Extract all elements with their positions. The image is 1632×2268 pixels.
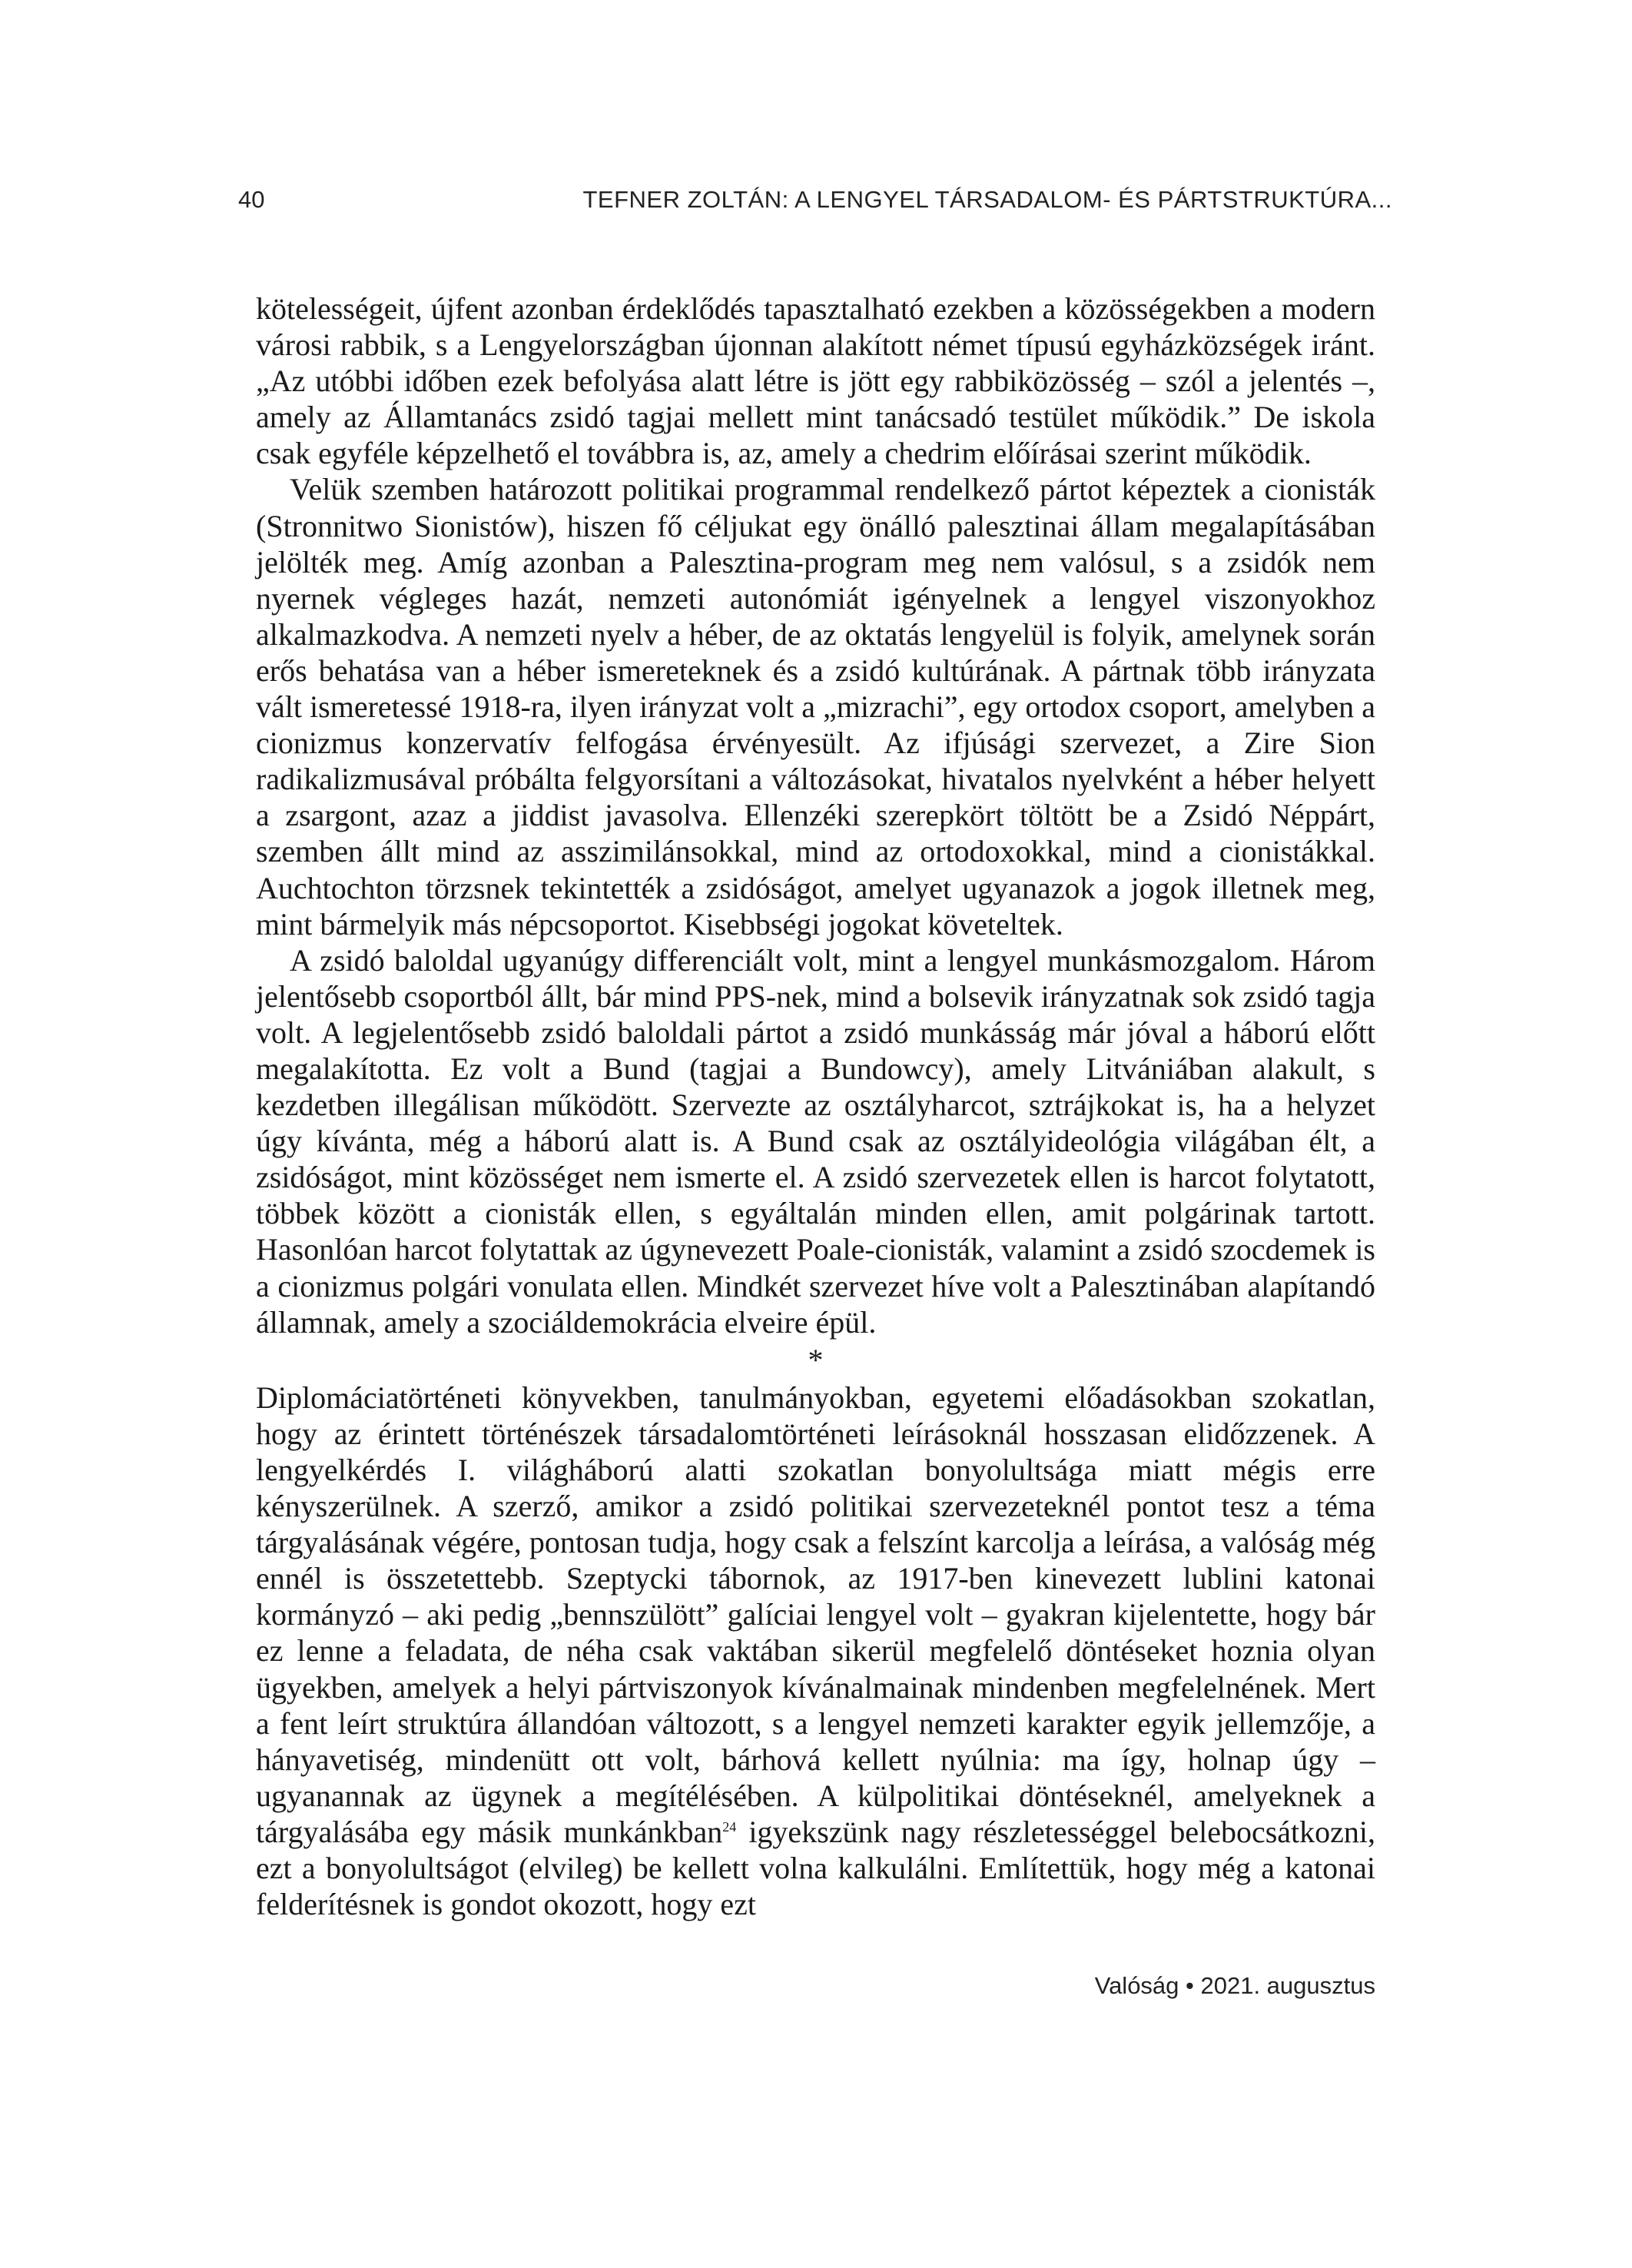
paragraph-4 [256, 1380, 1375, 1922]
footnote-marker[interactable]: 24 [722, 1818, 737, 1835]
paragraph-3: A zsidó baloldal ugyanúgy differenciált volt, mint a lengyel munkásmozgalom. Három jelentősebb csoportból állt, bár mind PPS-nek, mind a bolsevik irányzatnak sok zsidó tagja volt. A legjelentősebb zsidó baloldali pártot a zsidó munkásság már jóval a háború előtt megalakította. Ez volt a Bund (tagjai a Bundowcy), amely Litvániában alakult, s kezdetben illegálisan működött. Szervezte az osztályharcot, sztrájkokat is, ha a helyzet úgy kívánta, még a háború alatt is. A Bund csak az osztályideológia világában élt, a zsidóságot, mint közösséget nem ismerte el. A zsidó szervezetek ellen is harcot folytatott, többek között a cionisták ellen, s egyáltalán minden ellen, amit polgárinak tartott. Hasonlóan harcot folytattak az úgynevezett Poale-cionisták, valamint a zsidó szocdemek is a cionizmus polgári vonulata ellen. Mindkét szervezet híve volt a Palesztinában alapítandó államnak, amely a szociáldemokrácia elveire épül. [256, 942, 1375, 1340]
paragraph-4-text-a: Diplomáciatörténeti könyvekben, tanulmányokban, egyetemi előadásokban szokatlan, hogy az érintett történészek társadalomtörténeti leírásoknál hosszasan elidőzzenek. A lengyelkérdés I. világháború alatti szokatlan bonyolultsága miatt mégis erre kényszerülnek. A szerző, amikor a zsidó politikai szervezeteknél pontot tesz a téma tárgyalásának végére, pontosan tudja, hogy csak a felszínt karcolja a leírása, a valóság még ennél is összetettebb. Szeptycki tábornok, az 1917-ben kinevezett lublini katonai kormányzó – aki pedig „bennszülött” galíciai lengyel volt – gyakran kijelentette, hogy bár ez lenne a feladata, de néha csak vaktában sikerül megfelelő döntéseket hoznia olyan ügyekben, amelyek a helyi pártviszonyok kívánalmainak mindenben megfelelnének. Mert a fent leírt struktúra állandóan változott, s a lengyel nemzeti karakter egyik jellemzője, a hányavetiség, mindenütt ott volt, bárhová kellett nyúlnia: ma így, holnap úgy – ugyanannak az ügynek a megítélésében. A külpolitikai döntéseknél, amelyeknek a tárgyalásába egy másik munkánkban [256, 1380, 1375, 1849]
running-header [238, 186, 1392, 220]
paragraph-2: Velük szemben határozott politikai programmal rendelkező pártot képeztek a cionisták (Stronnitwo Sionistów), hiszen fő céljukat egy önálló palesztinai állam megalapításában jelölték meg. Amíg azonban a Palesztina-program meg nem valósul, s a zsidók nem nyernek végleges hazát, nemzeti autonómiát igényelnek a lengyel viszonyokhoz alkalmazkodva. A nemzeti nyelv a héber, de az oktatás lengyelül is folyik, amelynek során erős behatása van a héber ismereteknek és a zsidó kultúrának. A pártnak több irányzata vált ismeretessé 1918-ra, ilyen irányzat volt a „mizrachi”, egy ortodox csoport, amelyben a cionizmus konzervatív felfogása érvényesült. Az ifjúsági szervezet, a Zire Sion radikalizmusával próbálta felgyorsítani a változásokat, hivatalos nyelvként a héber helyett a zsargont, azaz a jiddist javasolva. Ellenzéki szerepkört töltött be a Zsidó Néppárt, szemben állt mind az asszimilánsokkal, mind az ortodoxokkal, mind a cionistákkal. Auchtochton törzsnek tekintették a zsidóságot, amelyet ugyanazok a jogok illetnek meg, mint bármelyik más népcsoportot. Kisebbségi jogokat követeltek. [256, 472, 1375, 941]
journal-footer: Valóság • 2021. augusztus [1094, 1972, 1375, 1999]
paragraph-4-text-b: igyekszünk nagy részletességgel belebocsátkozni, ezt a bonyolultságot (elvileg) be kellett volna kalkulálni. Említettük, hogy még a katonai felderítésnek is gondot okozott, hogy ezt [256, 1814, 1375, 1922]
article-body [256, 291, 1375, 1922]
section-separator: * [808, 1342, 824, 1377]
running-title: TEFNER ZOLTÁN: A LENGYEL TÁRSADALOM- ÉS PÁRTSTRUKTÚRA... [582, 186, 1392, 213]
paragraph-1: kötelességeit, újfent azonban érdeklődés tapasztalható ezekben a közösségekben a modern városi rabbik, s a Lengyelországban újonnan alakított német típusú egyházközségek iránt. „Az utóbbi időben ezek befolyása alatt létre is jött egy rabbiközösség – szól a jelentés –, amely az Államtanács zsidó tagjai mellett mint tanácsadó testület működik.” De iskola csak egyféle képzelhető el továbbra is, az, amely a chedrim előírásai szerint működik. [256, 291, 1375, 471]
page-number: 40 [238, 186, 265, 213]
